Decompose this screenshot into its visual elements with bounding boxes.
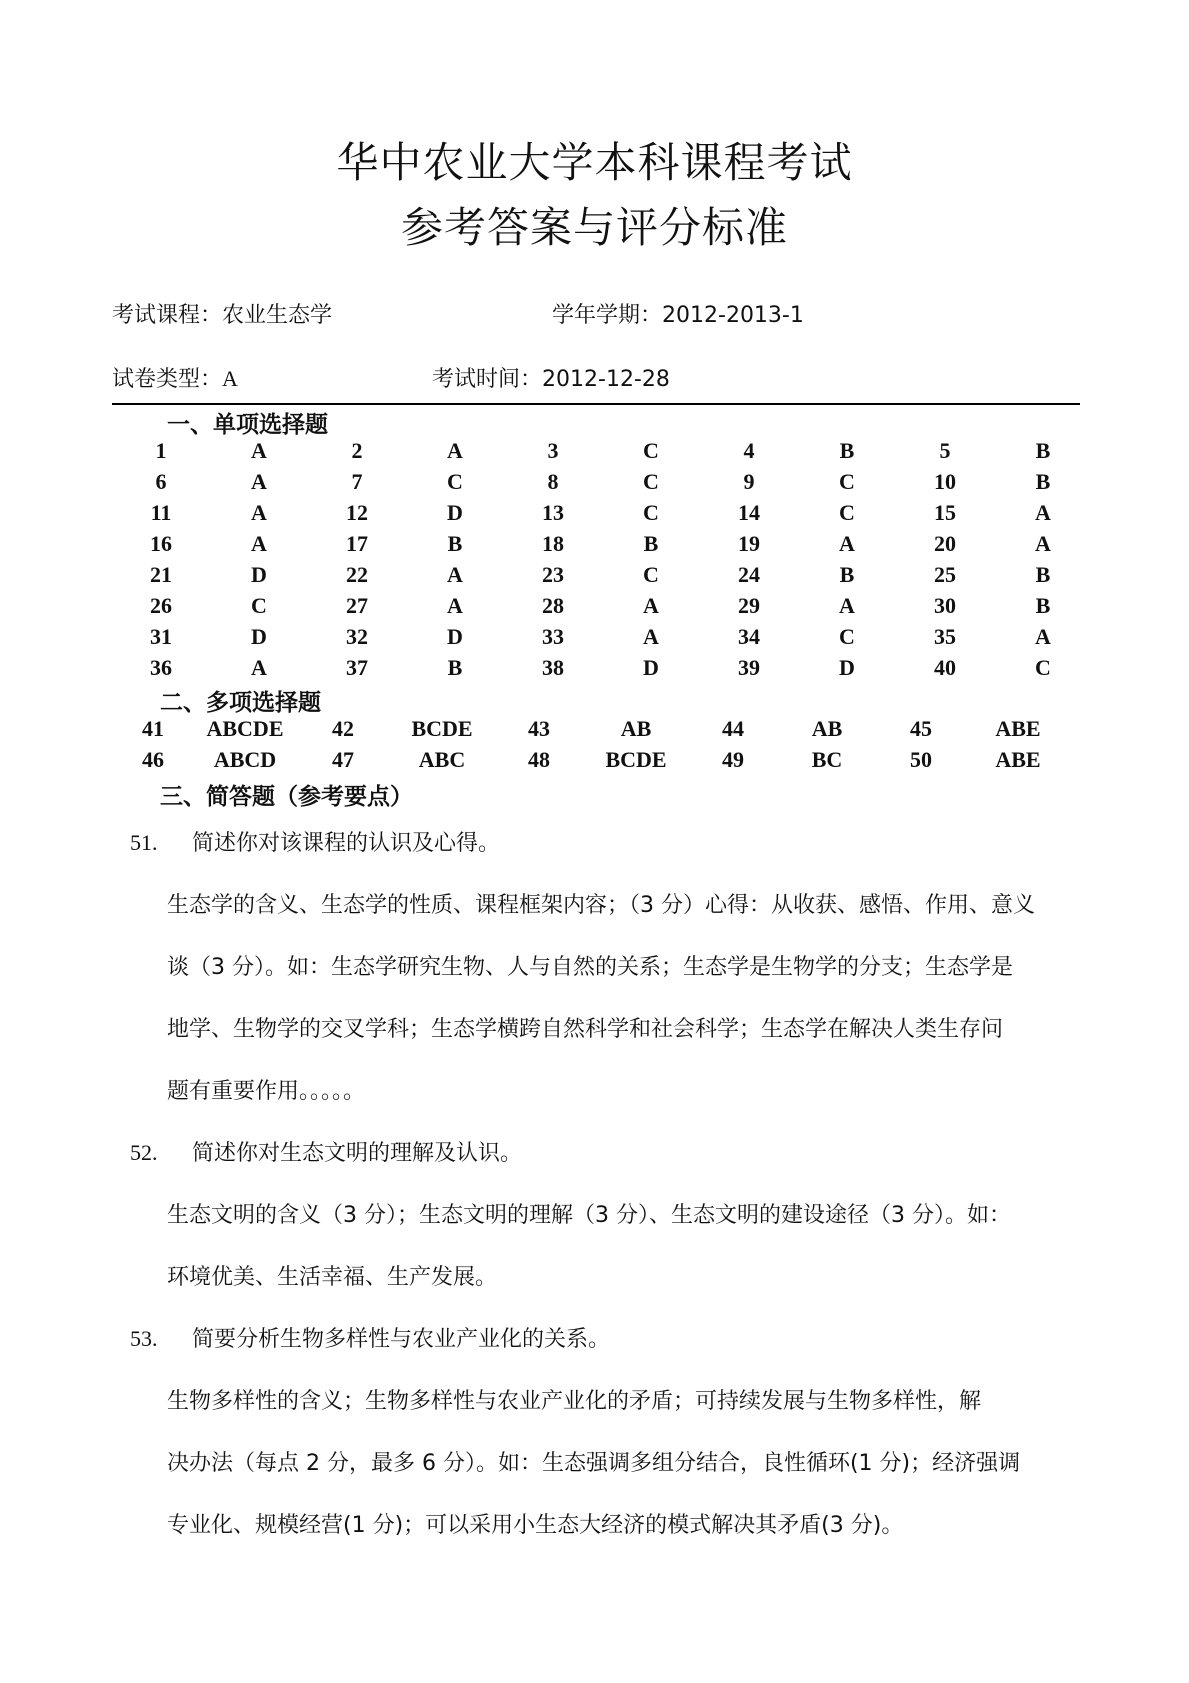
answer-line: 决办法（每点 2 分，最多 6 分）。如：生态强调多组分结合，良性循环(1 分)；经济强调 <box>167 1451 1021 1476</box>
answer-line: 谈（3 分）。如：生态学研究生物、人与自然的关系；生态学是生物学的分支；生态学是 <box>167 955 1013 980</box>
answer-cell: 18 <box>542 531 564 556</box>
course-field <box>112 298 332 329</box>
answer-cell: D <box>839 655 855 680</box>
answer-cell: A <box>447 593 463 618</box>
answer-cell: A <box>643 624 659 649</box>
table-row <box>112 747 1080 778</box>
exam-time-label: 考试时间： <box>432 367 543 392</box>
answer-cell: 5 <box>939 438 951 463</box>
answer-cell: C <box>447 469 463 494</box>
answer-cell: 29 <box>738 593 760 618</box>
answer-cell: ABCDE <box>206 716 284 741</box>
answer-cell: ABE <box>995 747 1041 772</box>
answer-cell: 49 <box>722 747 744 772</box>
answer-cell: 4 <box>743 438 755 463</box>
answer-cell: 47 <box>332 747 354 772</box>
answer-cell: B <box>447 655 463 680</box>
answer-cell: 20 <box>934 531 956 556</box>
answer-line: 专业化、规模经营(1 分)；可以采用小生态大经济的模式解决其矛盾(3 分)。 <box>167 1513 904 1538</box>
answer-cell: A <box>447 438 463 463</box>
course-value: 农业生态学 <box>222 303 333 328</box>
answer-cell: D <box>251 562 267 587</box>
question-number: 53. <box>130 1326 158 1351</box>
answer-cell: B <box>839 438 855 463</box>
answer-cell: A <box>251 531 267 556</box>
table-row <box>112 655 1080 686</box>
question-prompt: 简述你对该课程的认识及心得。 <box>192 831 501 856</box>
question-number: 52. <box>130 1140 158 1165</box>
answer-cell: 50 <box>910 747 932 772</box>
answer-cell: 34 <box>738 624 760 649</box>
answer-line: 题有重要作用。。。。。 <box>167 1079 366 1104</box>
answer-cell: C <box>643 562 659 587</box>
question-prompt: 简述你对生态文明的理解及认识。 <box>192 1141 523 1166</box>
answer-cell: 11 <box>150 500 172 525</box>
table-row <box>112 531 1080 562</box>
answer-cell: 6 <box>155 469 167 494</box>
answer-cell: C <box>251 593 267 618</box>
table-row <box>112 716 1080 747</box>
answer-cell: A <box>251 655 267 680</box>
answer-cell: A <box>1035 624 1051 649</box>
answer-cell: 28 <box>542 593 564 618</box>
answer-cell: 30 <box>934 593 956 618</box>
table-row <box>112 593 1080 624</box>
answer-cell: D <box>447 500 463 525</box>
answer-cell: C <box>643 469 659 494</box>
answer-line: 环境优美、生活幸福、生产发展。 <box>167 1265 498 1290</box>
answer-cell: 17 <box>346 531 368 556</box>
answer-cell: 45 <box>910 716 932 741</box>
term-field <box>552 298 804 329</box>
answer-cell: 10 <box>934 469 956 494</box>
question-52 <box>130 1136 522 1167</box>
answer-cell: 41 <box>142 716 164 741</box>
answer-cell: B <box>1035 593 1051 618</box>
answer-cell: D <box>643 655 659 680</box>
answer-cell: 16 <box>150 531 172 556</box>
answer-cell: 7 <box>351 469 363 494</box>
answer-cell: 22 <box>346 562 368 587</box>
answer-cell: 37 <box>346 655 368 680</box>
answer-cell: 23 <box>542 562 564 587</box>
question-51 <box>130 826 500 857</box>
answer-cell: 19 <box>738 531 760 556</box>
answer-cell: AB <box>811 716 843 741</box>
answer-cell: C <box>839 469 855 494</box>
answer-line: 地学、生物学的交叉学科；生态学横跨自然科学和社会科学；生态学在解决人类生存问 <box>167 1017 1004 1042</box>
answer-cell: ABCD <box>213 747 277 772</box>
answer-cell: 3 <box>547 438 559 463</box>
multi-choice-table <box>112 716 1080 778</box>
document-title-line2: 参考答案与评分标准 <box>400 203 788 252</box>
answer-line: 生态文明的含义（3 分）；生态文明的理解（3 分）、生态文明的建设途径（3 分）。如： <box>167 1203 1011 1228</box>
answer-line: 生态学的含义、生态学的性质、课程框架内容；（3 分）心得：从收获、感悟、作用、意义 <box>167 893 1035 918</box>
answer-cell: A <box>1035 500 1051 525</box>
answer-cell: BC <box>811 747 843 772</box>
single-choice-table <box>112 438 1080 686</box>
answer-cell: B <box>839 562 855 587</box>
answer-cell: 2 <box>351 438 363 463</box>
answer-cell: C <box>839 624 855 649</box>
answer-cell: 39 <box>738 655 760 680</box>
answer-cell: C <box>1035 655 1051 680</box>
table-row <box>112 500 1080 531</box>
question-prompt: 简要分析生物多样性与农业产业化的关系。 <box>192 1327 611 1352</box>
answer-cell: 1 <box>155 438 167 463</box>
answer-cell: C <box>643 438 659 463</box>
answer-line: 生物多样性的含义；生物多样性与农业产业化的矛盾；可持续发展与生物多样性，解 <box>167 1389 982 1414</box>
term-label: 学年学期： <box>552 303 663 328</box>
answer-cell: 27 <box>346 593 368 618</box>
answer-cell: 33 <box>542 624 564 649</box>
answer-cell: 31 <box>150 624 172 649</box>
answer-cell: 12 <box>346 500 368 525</box>
answer-cell: A <box>251 438 267 463</box>
answer-cell: A <box>251 469 267 494</box>
answer-cell: B <box>1035 438 1051 463</box>
exam-time-field <box>432 362 670 393</box>
answer-cell: 48 <box>528 747 550 772</box>
table-row <box>112 624 1080 655</box>
answer-cell: A <box>251 500 267 525</box>
answer-cell: 25 <box>934 562 956 587</box>
answer-cell: C <box>839 500 855 525</box>
answer-cell: ABC <box>418 747 466 772</box>
answer-cell: C <box>643 500 659 525</box>
answer-cell: 46 <box>142 747 164 772</box>
answer-cell: 38 <box>542 655 564 680</box>
table-row <box>112 562 1080 593</box>
answer-cell: 40 <box>934 655 956 680</box>
answer-cell: 42 <box>332 716 354 741</box>
answer-cell: B <box>643 531 659 556</box>
term-value: 2012-2013-1 <box>662 303 804 328</box>
answer-cell: A <box>1035 531 1051 556</box>
answer-cell: 43 <box>528 716 550 741</box>
table-row <box>112 438 1080 469</box>
table-row <box>112 469 1080 500</box>
answer-cell: 8 <box>547 469 559 494</box>
paper-type-field <box>112 362 238 393</box>
answer-cell: ABE <box>995 716 1041 741</box>
answer-cell: B <box>1035 469 1051 494</box>
short-answer-heading: 三、简答题（参考要点） <box>160 783 413 810</box>
answer-cell: 15 <box>934 500 956 525</box>
answer-cell: 32 <box>346 624 368 649</box>
answer-cell: 36 <box>150 655 172 680</box>
paper-type-value: A <box>222 366 238 391</box>
answer-cell: BCDE <box>411 716 473 741</box>
answer-cell: AB <box>620 716 652 741</box>
answer-cell: 9 <box>743 469 755 494</box>
document-title-line1: 华中农业大学本科课程考试 <box>336 138 853 187</box>
paper-type-label: 试卷类型： <box>112 367 223 392</box>
answer-cell: A <box>643 593 659 618</box>
answer-cell: BCDE <box>605 747 667 772</box>
course-label: 考试课程： <box>112 303 223 328</box>
answer-cell: 14 <box>738 500 760 525</box>
answer-cell: 13 <box>542 500 564 525</box>
question-number: 51. <box>130 830 158 855</box>
answer-cell: 26 <box>150 593 172 618</box>
header-divider <box>112 403 1080 405</box>
answer-cell: 35 <box>934 624 956 649</box>
answer-cell: A <box>447 562 463 587</box>
answer-cell: B <box>447 531 463 556</box>
multi-choice-heading: 二、多项选择题 <box>160 689 321 716</box>
answer-cell: B <box>1035 562 1051 587</box>
answer-cell: A <box>839 531 855 556</box>
answer-cell: 24 <box>738 562 760 587</box>
single-choice-heading: 一、单项选择题 <box>167 411 328 438</box>
answer-cell: A <box>839 593 855 618</box>
answer-cell: D <box>447 624 463 649</box>
answer-cell: 44 <box>722 716 744 741</box>
answer-cell: 21 <box>150 562 172 587</box>
answer-cell: D <box>251 624 267 649</box>
question-53 <box>130 1322 610 1353</box>
exam-time-value: 2012-12-28 <box>542 367 670 392</box>
